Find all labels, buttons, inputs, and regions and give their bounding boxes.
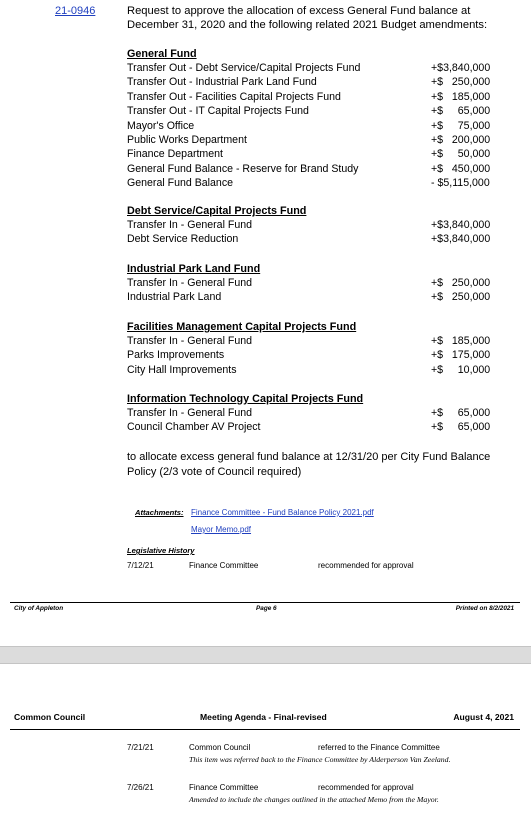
section-industrial-park-fund: [127, 262, 497, 305]
attachment-link[interactable]: Finance Committee - Fund Balance Policy 2021.pdf: [191, 508, 374, 517]
budget-row: [127, 290, 497, 304]
section-general-fund: [127, 47, 497, 191]
row-amount: +$ 10,000: [431, 363, 491, 376]
history-body: Finance Committee: [189, 561, 259, 570]
row-amount: +$ 65,000: [431, 105, 491, 118]
row-label: Finance Department: [127, 148, 223, 161]
budget-row: [127, 232, 497, 246]
row-amount: +$3,840,000: [431, 62, 491, 74]
budget-row: [127, 61, 497, 75]
row-label: Mayor's Office: [127, 119, 195, 132]
budget-row: [127, 162, 497, 176]
attachment-link[interactable]: Mayor Memo.pdf: [191, 525, 252, 534]
section-facilities-fund: [127, 320, 497, 377]
budget-row: [127, 406, 497, 420]
budget-row: [127, 119, 497, 133]
item-id-link[interactable]: 21-0946: [55, 5, 96, 17]
row-amount: +$ 65,000: [431, 407, 491, 419]
section-it-fund: [127, 392, 497, 435]
row-label: Transfer In - General Fund: [127, 407, 253, 419]
row-amount: +$ 250,000: [431, 76, 491, 89]
footer-printed-date: Printed on 8/2/2021: [455, 605, 514, 612]
allocation-note: to allocate excess general fund balance at 12/31/20 per City Fund Balance Policy (2/3 vote of Council required): [127, 451, 491, 478]
footer-city: City of Appleton: [14, 605, 64, 612]
row-label: Transfer In - General Fund: [127, 219, 253, 231]
row-amount: +$ 450,000: [431, 162, 491, 175]
budget-row: [127, 147, 497, 161]
budget-row: [127, 276, 497, 290]
history-action: recommended for approval: [318, 561, 414, 570]
budget-row: [127, 348, 497, 362]
footer-page-number: Page 6: [256, 605, 277, 612]
row-label: General Fund Balance: [127, 177, 234, 190]
row-label: Transfer In - General Fund: [127, 277, 253, 289]
row-label: Transfer Out - Facilities Capital Projects Fund: [127, 90, 341, 103]
row-amount: +$ 250,000: [431, 277, 491, 289]
row-label: General Fund Balance - Reserve for Brand Study: [127, 162, 359, 175]
footer-divider: [10, 602, 520, 603]
header-body: Common Council: [14, 712, 86, 722]
header-agenda-title: Meeting Agenda - Final-revised: [200, 712, 327, 722]
row-amount: - $5,115,000: [431, 177, 490, 190]
history-body: Finance Committee: [189, 783, 259, 792]
row-label: Parks Improvements: [127, 349, 225, 362]
section-title: Information Technology Capital Projects Fund: [127, 393, 364, 405]
section-title: Facilities Management Capital Projects Fund: [127, 321, 357, 333]
row-label: Public Works Department: [127, 133, 247, 146]
row-amount: +$3,840,000: [431, 233, 491, 246]
history-action: referred to the Finance Committee: [318, 743, 440, 752]
row-amount: +$ 175,000: [431, 349, 491, 362]
budget-row: [127, 334, 497, 348]
budget-row: [127, 363, 497, 377]
row-amount: +$ 185,000: [431, 335, 491, 347]
row-amount: +$ 50,000: [431, 148, 491, 161]
budget-row: [127, 420, 497, 434]
budget-row: [127, 133, 497, 147]
header-divider: [10, 729, 520, 730]
page-separator: [0, 646, 531, 664]
budget-row: [127, 218, 497, 232]
budget-row: [127, 75, 497, 89]
history-date: 7/12/21: [127, 561, 154, 570]
attachments-label: Attachments:: [135, 508, 184, 517]
row-amount: +$ 65,000: [431, 421, 491, 434]
row-amount: +$3,840,000: [431, 219, 491, 231]
budget-row: [127, 90, 497, 104]
section-debt-service-fund: [127, 204, 497, 247]
section-title: General Fund: [127, 48, 197, 60]
row-label: Debt Service Reduction: [127, 233, 239, 246]
row-amount: +$ 200,000: [431, 133, 491, 146]
row-label: Transfer In - General Fund: [127, 335, 253, 347]
row-amount: +$ 250,000: [431, 291, 491, 304]
history-date: 7/21/21: [127, 743, 154, 752]
history-note: This item was referred back to the Finance Committee by Alderperson Van Zeeland.: [189, 755, 451, 764]
row-label: City Hall Improvements: [127, 363, 237, 376]
header-date: August 4, 2021: [453, 712, 514, 722]
history-date: 7/26/21: [127, 783, 154, 792]
budget-row: [127, 104, 497, 118]
row-label: Transfer Out - Debt Service/Capital Projects Fund: [127, 62, 361, 74]
section-title: Debt Service/Capital Projects Fund: [127, 205, 307, 217]
item-description: Request to approve the allocation of excess General Fund balance at December 31, 2020 and the following related 2021 Budget amendments:: [127, 5, 488, 31]
row-amount: +$ 185,000: [431, 90, 491, 103]
budget-row: [127, 176, 497, 190]
row-label: Transfer Out - Industrial Park Land Fund: [127, 76, 317, 89]
legislative-history-label: Legislative History: [127, 546, 195, 555]
history-action: recommended for approval: [318, 783, 414, 792]
history-note: Amended to include the changes outlined in the attached Memo from the Mayor.: [189, 795, 439, 804]
section-title: Industrial Park Land Fund: [127, 263, 261, 275]
row-label: Industrial Park Land: [127, 291, 222, 304]
row-label: Transfer Out - IT Capital Projects Fund: [127, 105, 309, 118]
row-label: Council Chamber AV Project: [127, 421, 261, 434]
history-body: Common Council: [189, 743, 251, 752]
row-amount: +$ 75,000: [431, 119, 491, 132]
